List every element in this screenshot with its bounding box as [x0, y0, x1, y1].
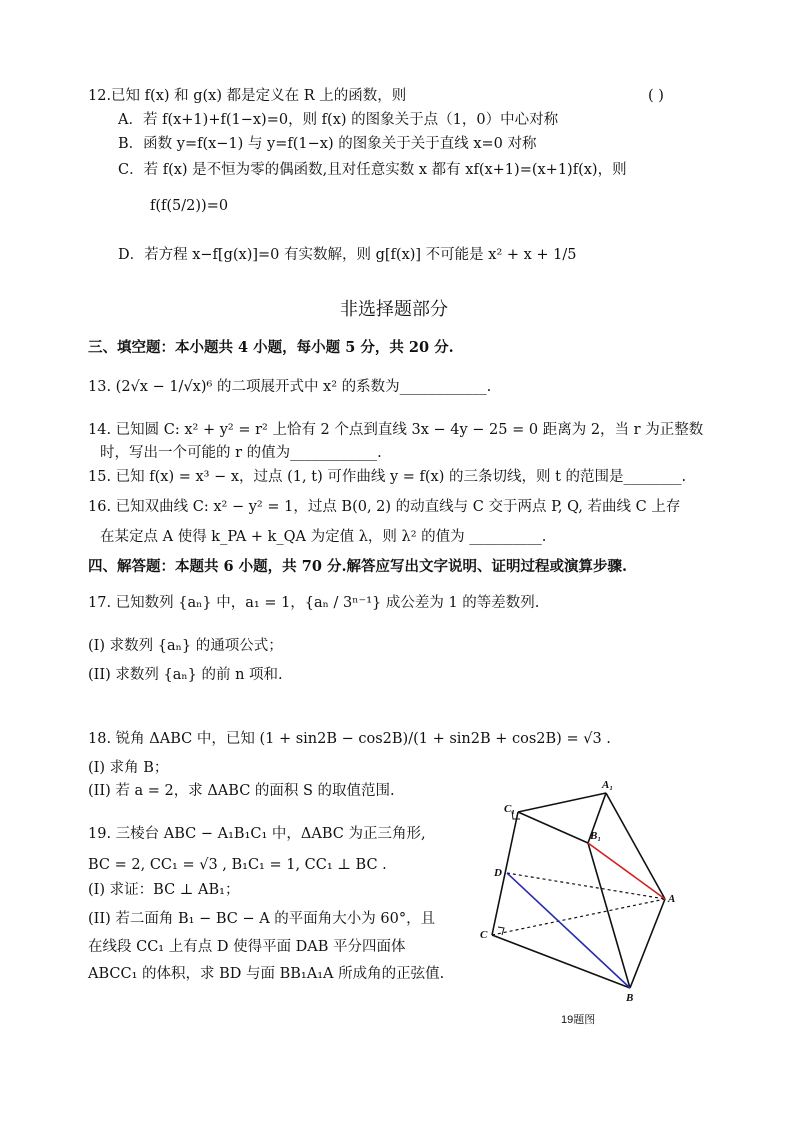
- part3-heading: 三、填空题：本小题共 4 小题，每小题 5 分，共 20 分.: [88, 339, 454, 356]
- q19-line1: 19. 三棱台 ABC − A₁B₁C₁ 中，ΔABC 为正三角形,: [88, 826, 426, 842]
- q17-part2: (II) 求数列 {aₙ} 的前 n 项和.: [88, 667, 283, 683]
- q19-figure: [480, 775, 690, 1025]
- label-c1: C₁: [504, 803, 516, 815]
- q19-part1: (I) 求证：BC ⊥ AB₁；: [88, 882, 240, 898]
- edge-a1-a: [606, 793, 665, 899]
- label-c: C: [480, 929, 488, 941]
- q12-stem: 12.已知 f(x) 和 g(x) 都是定义在 R 上的函数，则: [88, 88, 407, 104]
- label-a: A: [668, 893, 676, 905]
- edge-b1-a-red: [588, 843, 665, 899]
- q13: 13. (2√x − 1/√x)⁶ 的二项展开式中 x² 的系数为____________.: [88, 379, 492, 395]
- edge-d-b-blue: [507, 873, 630, 988]
- edge-c1-a1: [518, 793, 606, 812]
- q12-option-c: C．若 f(x) 是不恒为零的偶函数,且对任意实数 x 都有 xf(x+1)=(x+1)f(x)，则: [118, 162, 627, 178]
- q14-line2: 时，写出一个可能的 r 的值为____________.: [100, 445, 382, 461]
- q12-option-a: A．若 f(x+1)+f(1−x)=0，则 f(x) 的图象关于点（1，0）中心对称: [118, 112, 559, 128]
- q19-line2: BC = 2, CC₁ = √3 , B₁C₁ = 1, CC₁ ⊥ BC .: [88, 857, 387, 873]
- edge-c-b: [492, 935, 630, 988]
- edge-a-b: [630, 899, 665, 988]
- q12-option-b: B．函数 y=f(x−1) 与 y=f(1−x) 的图象关于关于直线 x=0 对称: [118, 136, 537, 152]
- q18: 18. 锐角 ΔABC 中，已知 (1 + sin2B − cos2B)/(1 + sin2B + cos2B) = √3 .: [88, 731, 611, 747]
- q17-part1: (I) 求数列 {aₙ} 的通项公式；: [88, 638, 283, 654]
- q18-part2: (II) 若 a = 2，求 ΔABC 的面积 S 的取值范围.: [88, 783, 395, 799]
- q19-part2-line2: 在线段 CC₁ 上有点 D 使得平面 DAB 平分四面体: [88, 939, 406, 955]
- q16-line1: 16. 已知双曲线 C: x² − y² = 1，过点 B(0, 2) 的动直线与 C 交于两点 P, Q, 若曲线 C 上存: [88, 499, 681, 515]
- q19-part2-line1: (II) 若二面角 B₁ − BC − A 的平面角大小为 60°，且: [88, 911, 436, 927]
- label-d: D: [494, 867, 502, 879]
- label-a1: A₁: [602, 779, 614, 791]
- edge-c1-b1: [518, 812, 588, 843]
- q15: 15. 已知 f(x) = x³ − x，过点 (1, t) 可作曲线 y = f(x) 的三条切线，则 t 的范围是________.: [88, 469, 687, 485]
- q19-part2-line3: ABCC₁ 的体积，求 BD 与面 BB₁A₁A 所成角的正弦值.: [88, 966, 445, 982]
- figure-caption: 19题图: [561, 1014, 596, 1026]
- label-b: B: [626, 992, 634, 1004]
- edge-b1-b: [588, 843, 630, 988]
- label-b1: B₁: [590, 830, 602, 842]
- q12-answer-paren: ( ): [648, 88, 664, 104]
- q18-part1: (I) 求角 B；: [88, 760, 169, 776]
- q12-option-c-cont: f(f(5/2))=0: [150, 198, 229, 214]
- q12-option-d: D．若方程 x−f[g(x)]=0 有实数解，则 g[f(x)] 不可能是 x² + x + 1/5: [118, 247, 577, 263]
- section-title: 非选择题部分: [340, 299, 448, 320]
- q17: 17. 已知数列 {aₙ} 中，a₁ = 1，{aₙ / 3ⁿ⁻¹} 成公差为 1 的等差数列.: [88, 595, 540, 611]
- q14-line1: 14. 已知圆 C: x² + y² = r² 上恰有 2 个点到直线 3x − 4y − 25 = 0 距离为 2，当 r 为正整数: [88, 422, 704, 438]
- edge-c-a-hidden: [492, 899, 665, 935]
- q16-line2: 在某定点 A 使得 k_PA + k_QA 为定值 λ，则 λ² 的值为 __________.: [100, 529, 547, 545]
- part4-heading: 四、解答题：本题共 6 小题，共 70 分.解答应写出文字说明、证明过程或演算步骤.: [88, 558, 628, 575]
